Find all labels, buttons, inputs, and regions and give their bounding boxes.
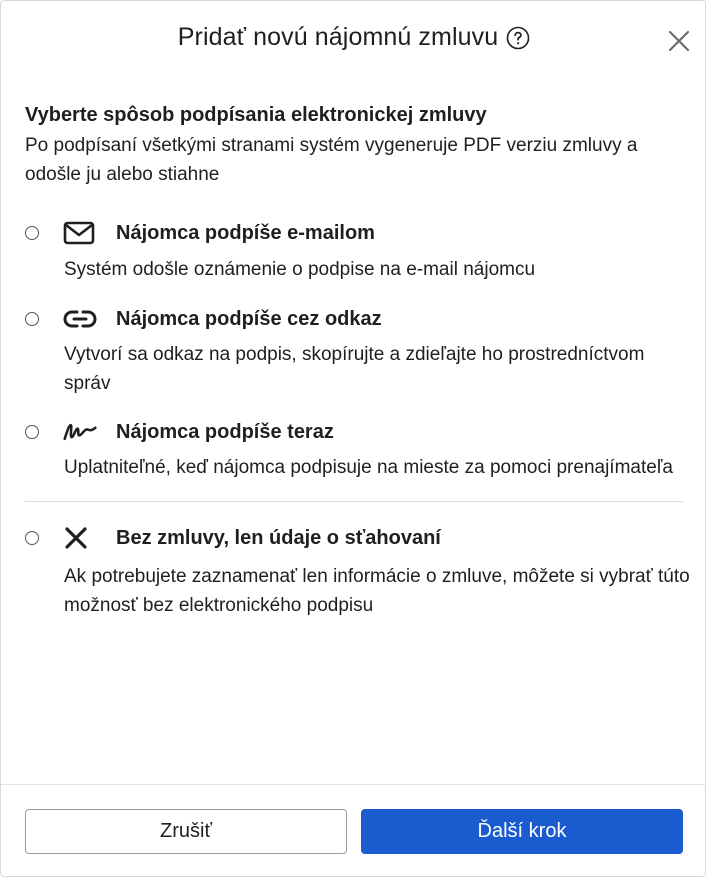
next-step-button[interactable]: Ďalší krok	[361, 809, 683, 854]
intro-description: Po podpísaní všetkými stranami systém vygeneruje PDF verziu zmluvy a odošle ju alebo stiahne	[25, 135, 638, 185]
envelope-icon	[63, 219, 97, 247]
option-description: Systém odošle oznámenie o podpise na e-mail nájomcu	[64, 259, 536, 280]
radio-sign-by-link[interactable]	[25, 312, 39, 326]
option-label: Nájomca podpíše e-mailom	[116, 222, 375, 244]
link-icon	[63, 305, 97, 333]
cancel-button[interactable]: Zrušiť	[25, 809, 347, 854]
option-label: Nájomca podpíše teraz	[116, 421, 334, 443]
option-description: Vytvorí sa odkaz na podpis, skopírujte a zdieľajte ho prostredníctvom správ	[64, 344, 645, 394]
options-divider	[25, 501, 683, 502]
footer-divider	[1, 784, 706, 785]
radio-sign-now[interactable]	[25, 425, 39, 439]
title-group	[1, 23, 706, 52]
close-icon[interactable]	[667, 29, 691, 53]
radio-sign-by-email[interactable]	[25, 226, 39, 240]
radio-no-contract[interactable]	[25, 531, 39, 545]
dialog-title: Pridať novú nájomnú zmluvu	[177, 23, 499, 51]
option-description: Ak potrebujete zaznamenať len informácie o zmluve, môžete si vybrať túto možnosť bez elektronického podpisu	[64, 566, 690, 616]
intro-section	[25, 101, 685, 189]
x-mark-icon	[63, 524, 97, 552]
option-description: Uplatniteľné, keď nájomca podpisuje na mieste za pomoci prenajímateľa	[64, 457, 673, 478]
option-label: Nájomca podpíše cez odkaz	[116, 308, 382, 330]
option-label: Bez zmluvy, len údaje o sťahovaní	[116, 527, 441, 549]
dialog-header	[1, 1, 706, 79]
intro-heading: Vyberte spôsob podpísania elektronickej zmluvy	[25, 104, 487, 126]
question-circle-icon[interactable]	[506, 26, 530, 50]
signature-icon	[63, 418, 97, 446]
